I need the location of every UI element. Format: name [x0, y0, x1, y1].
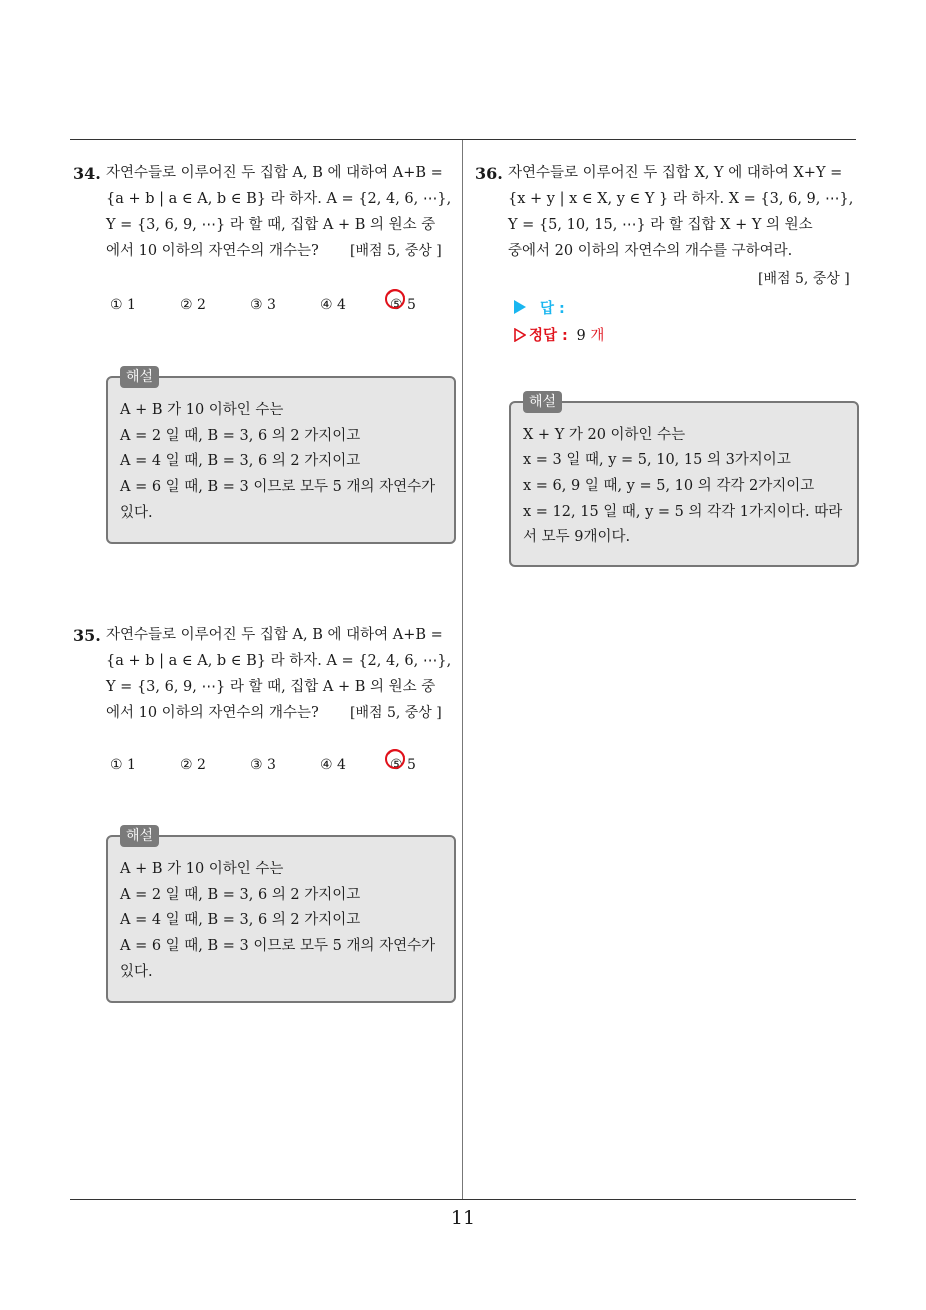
problem-number: 36. — [475, 164, 503, 183]
choice-5-label: ⑤ 5 — [390, 757, 416, 773]
page-number: 11 — [450, 1207, 476, 1229]
solution-line: x = 3 일 때, y = 5, 10, 15 의 3가지이고 — [523, 452, 791, 468]
selected-mark-icon — [384, 748, 406, 770]
solution-line: 있다. — [120, 964, 153, 980]
correct-value: 9 — [576, 328, 586, 344]
solution-line: x = 6, 9 일 때, y = 5, 10 의 각각 2가지이고 — [523, 478, 815, 494]
choice-5[interactable] — [390, 752, 416, 778]
solution-line: A = 2 일 때, B = 3, 6 의 2 가지이고 — [120, 428, 361, 444]
question-line: Y = {3, 6, 9, ⋯} 라 할 때, 집합 A + B 의 원소 중 — [106, 217, 436, 233]
choice-4[interactable]: ④ 4 — [320, 757, 346, 773]
question-line: 자연수들로 이루어진 두 집합 A, B 에 대하여 A+B = — [106, 627, 443, 643]
solution-line: A = 6 일 때, B = 3 이므로 모두 5 개의 자연수가 — [120, 479, 436, 495]
solution-box-34 — [106, 369, 456, 544]
correct-label: 정답 : — [529, 328, 568, 344]
question-line: {a + b | a ∈ A, b ∈ B} 라 하자. A = {2, 4, 6, ⋯}, — [106, 653, 452, 669]
column-divider — [462, 140, 463, 1200]
solution-line: 있다. — [120, 505, 153, 521]
solution-line: A + B 가 10 이하인 수는 — [120, 861, 284, 877]
question-line: 자연수들로 이루어진 두 집합 A, B 에 대하여 A+B = — [106, 165, 443, 181]
answer-label: 답 : — [540, 301, 565, 317]
solution-line: A = 4 일 때, B = 3, 6 의 2 가지이고 — [120, 453, 361, 469]
choice-1[interactable]: ① 1 — [110, 297, 136, 313]
solution-tag: 해설 — [120, 366, 159, 388]
question-line: Y = {3, 6, 9, ⋯} 라 할 때, 집합 A + B 의 원소 중 — [106, 679, 436, 695]
choice-3[interactable]: ③ 3 — [250, 757, 276, 773]
answer-arrow-icon — [514, 300, 526, 314]
solution-tag: 해설 — [523, 391, 562, 413]
solution-line: A = 2 일 때, B = 3, 6 의 2 가지이고 — [120, 887, 361, 903]
question-line: 중에서 20 이하의 자연수의 개수를 구하여라. — [508, 243, 793, 259]
solution-box-36 — [509, 394, 859, 567]
solution-line: A = 6 일 때, B = 3 이므로 모두 5 개의 자연수가 — [120, 938, 436, 954]
selected-mark-icon — [384, 288, 406, 310]
solution-box-35 — [106, 828, 456, 1003]
choice-4[interactable]: ④ 4 — [320, 297, 346, 313]
footer-rule — [70, 1199, 856, 1200]
score-meta: [배점 5, 중상 ] — [350, 705, 442, 721]
question-line: 자연수들로 이루어진 두 집합 X, Y 에 대하여 X+Y = — [508, 165, 843, 181]
question-line: {x + y | x ∈ X, y ∈ Y } 라 하자. X = {3, 6, 9, ⋯}, — [508, 191, 854, 207]
score-meta: [배점 5, 중상 ] — [758, 271, 850, 287]
problem-number: 34. — [73, 164, 101, 183]
correct-unit: 개 — [590, 328, 605, 344]
solution-line: X + Y 가 20 이하인 수는 — [523, 427, 686, 443]
choice-1[interactable]: ① 1 — [110, 757, 136, 773]
header-rule — [70, 139, 856, 140]
choice-2[interactable]: ② 2 — [180, 757, 206, 773]
question-line: Y = {5, 10, 15, ⋯} 라 할 집합 X + Y 의 원소 — [508, 217, 813, 233]
question-line: 에서 10 이하의 자연수의 개수는? — [106, 243, 319, 259]
correct-arrow-icon — [514, 328, 526, 342]
correct-answer-row — [514, 324, 604, 345]
solution-line: 서 모두 9개이다. — [523, 529, 631, 545]
choice-5[interactable] — [390, 292, 416, 318]
question-line: 에서 10 이하의 자연수의 개수는? — [106, 705, 319, 721]
problem-number: 35. — [73, 626, 101, 645]
solution-tag: 해설 — [120, 825, 159, 847]
solution-line: A + B 가 10 이하인 수는 — [120, 402, 284, 418]
solution-line: A = 4 일 때, B = 3, 6 의 2 가지이고 — [120, 912, 361, 928]
choice-3[interactable]: ③ 3 — [250, 297, 276, 313]
solution-line: x = 12, 15 일 때, y = 5 의 각각 1가지이다. 따라 — [523, 504, 843, 520]
score-meta: [배점 5, 중상 ] — [350, 243, 442, 259]
answer-input-row[interactable] — [514, 297, 565, 318]
choice-5-label: ⑤ 5 — [390, 297, 416, 313]
choice-2[interactable]: ② 2 — [180, 297, 206, 313]
question-line: {a + b | a ∈ A, b ∈ B} 라 하자. A = {2, 4, 6, ⋯}, — [106, 191, 452, 207]
